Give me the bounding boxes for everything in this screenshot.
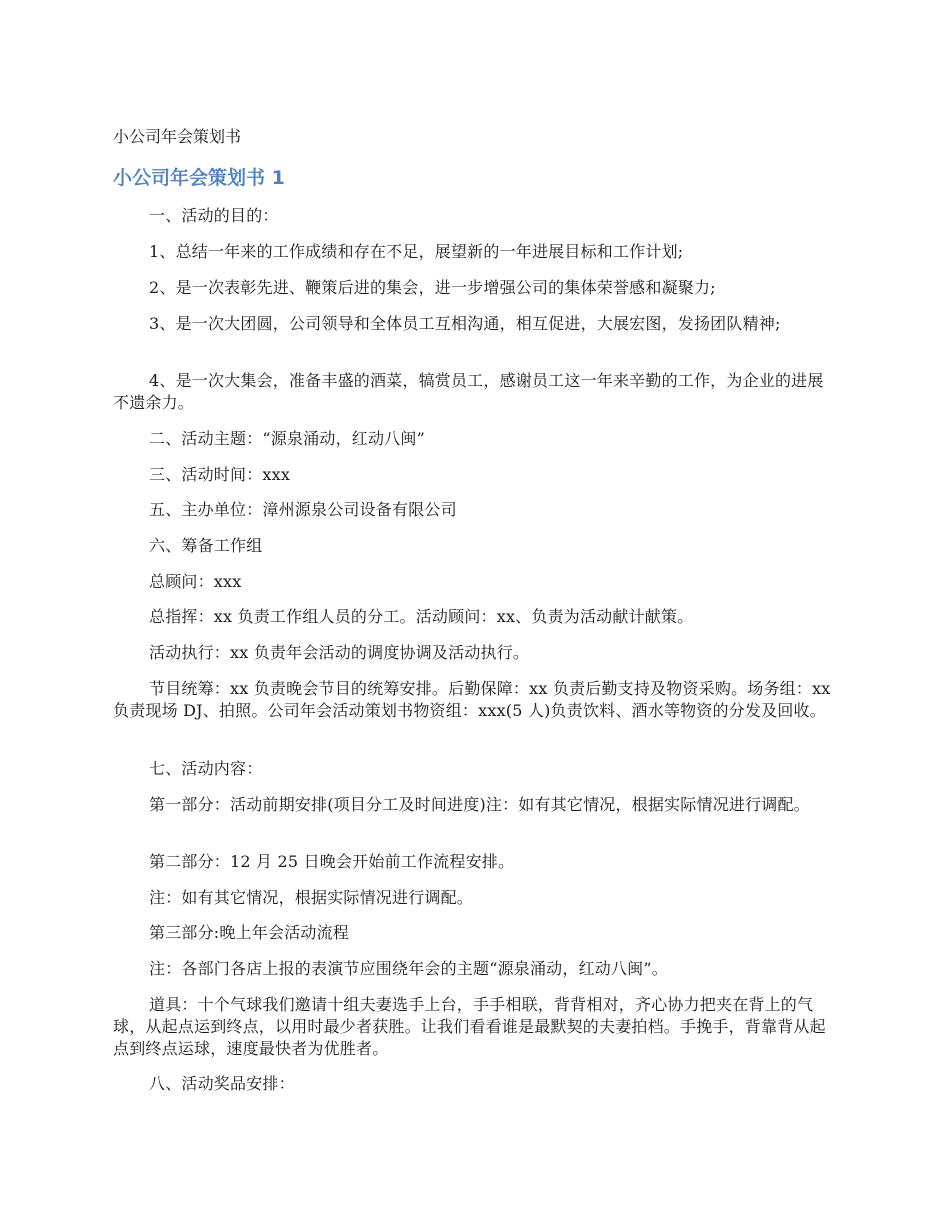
paragraph-purpose-2: 2、是一次表彰先进、鞭策后进的集会，进一步增强公司的集体荣誉感和凝聚力; bbox=[149, 278, 716, 297]
paragraph-note-2: 注：各部门各店上报的表演节应围绕年会的主题“源泉涌动，红动八闽”。 bbox=[149, 959, 668, 978]
paragraph-part-one: 第一部分：活动前期安排(项目分工及时间进度)注：如有其它情况，根据实际情况进行调配。 bbox=[149, 795, 810, 814]
paragraph-commander: 总指挥：xx 负责工作组人员的分工。活动顾问：xx、负责为活动献计献策。 bbox=[149, 607, 694, 626]
paragraph-purpose-heading: 一、活动的目的： bbox=[149, 206, 279, 225]
paragraph-part-three: 第三部分:晚上年会活动流程 bbox=[149, 923, 349, 942]
paragraph-purpose-3: 3、是一次大团圆，公司领导和全体员工互相沟通，相互促进，大展宏图，发扬团队精神; bbox=[149, 314, 781, 333]
document-title: 小公司年会策划书 bbox=[113, 127, 242, 146]
paragraph-purpose-4: 4、是一次大集会，准备丰盛的酒菜，犒赏员工，感谢员工这一年来辛勤的工作，为企业的进展不遗余力。 bbox=[113, 371, 824, 412]
paragraph-working-group: 六、筹备工作组 bbox=[149, 536, 263, 555]
paragraph-activity-content: 七、活动内容： bbox=[149, 759, 263, 778]
paragraph-time: 三、活动时间：xxx bbox=[149, 465, 291, 484]
paragraph-execution: 活动执行：xx 负责年会活动的调度协调及活动执行。 bbox=[149, 643, 530, 662]
paragraph-purpose-1: 1、总结一年来的工作成绩和存在不足，展望新的一年进展目标和工作计划; bbox=[149, 242, 684, 261]
section-heading: 小公司年会策划书 1 bbox=[113, 167, 285, 189]
paragraph-note-1: 注：如有其它情况，根据实际情况进行调配。 bbox=[149, 888, 474, 907]
paragraph-theme: 二、活动主题：“源泉涌动，红动八闽” bbox=[149, 429, 425, 448]
paragraph-program-coordination: 节目统筹：xx 负责晚会节目的统筹安排。后勤保障：xx 负责后勤支持及物资采购。场务组：xx 负责现场 DJ、拍照。公司年会活动策划书物资组：xxx(5 人)负责饮料、酒水等物资的分发及回收。 bbox=[113, 679, 831, 720]
paragraph-prizes: 八、活动奖品安排： bbox=[149, 1074, 295, 1093]
paragraph-part-two: 第二部分：12 月 25 日晚会开始前工作流程安排。 bbox=[149, 852, 515, 871]
paragraph-general-advisor: 总顾问：xxx bbox=[149, 572, 242, 591]
paragraph-organizer: 五、主办单位：漳州源泉公司设备有限公司 bbox=[149, 500, 457, 519]
paragraph-props: 道具：十个气球我们邀请十组夫妻选手上台，手手相联，背背相对，齐心协力把夹在背上的气球，从起点运到终点，以用时最少者获胜。让我们看看谁是最默契的夫妻拍档。手挽手，背靠背从起点到终点运球，速度最快者为优胜者。 bbox=[113, 995, 826, 1058]
